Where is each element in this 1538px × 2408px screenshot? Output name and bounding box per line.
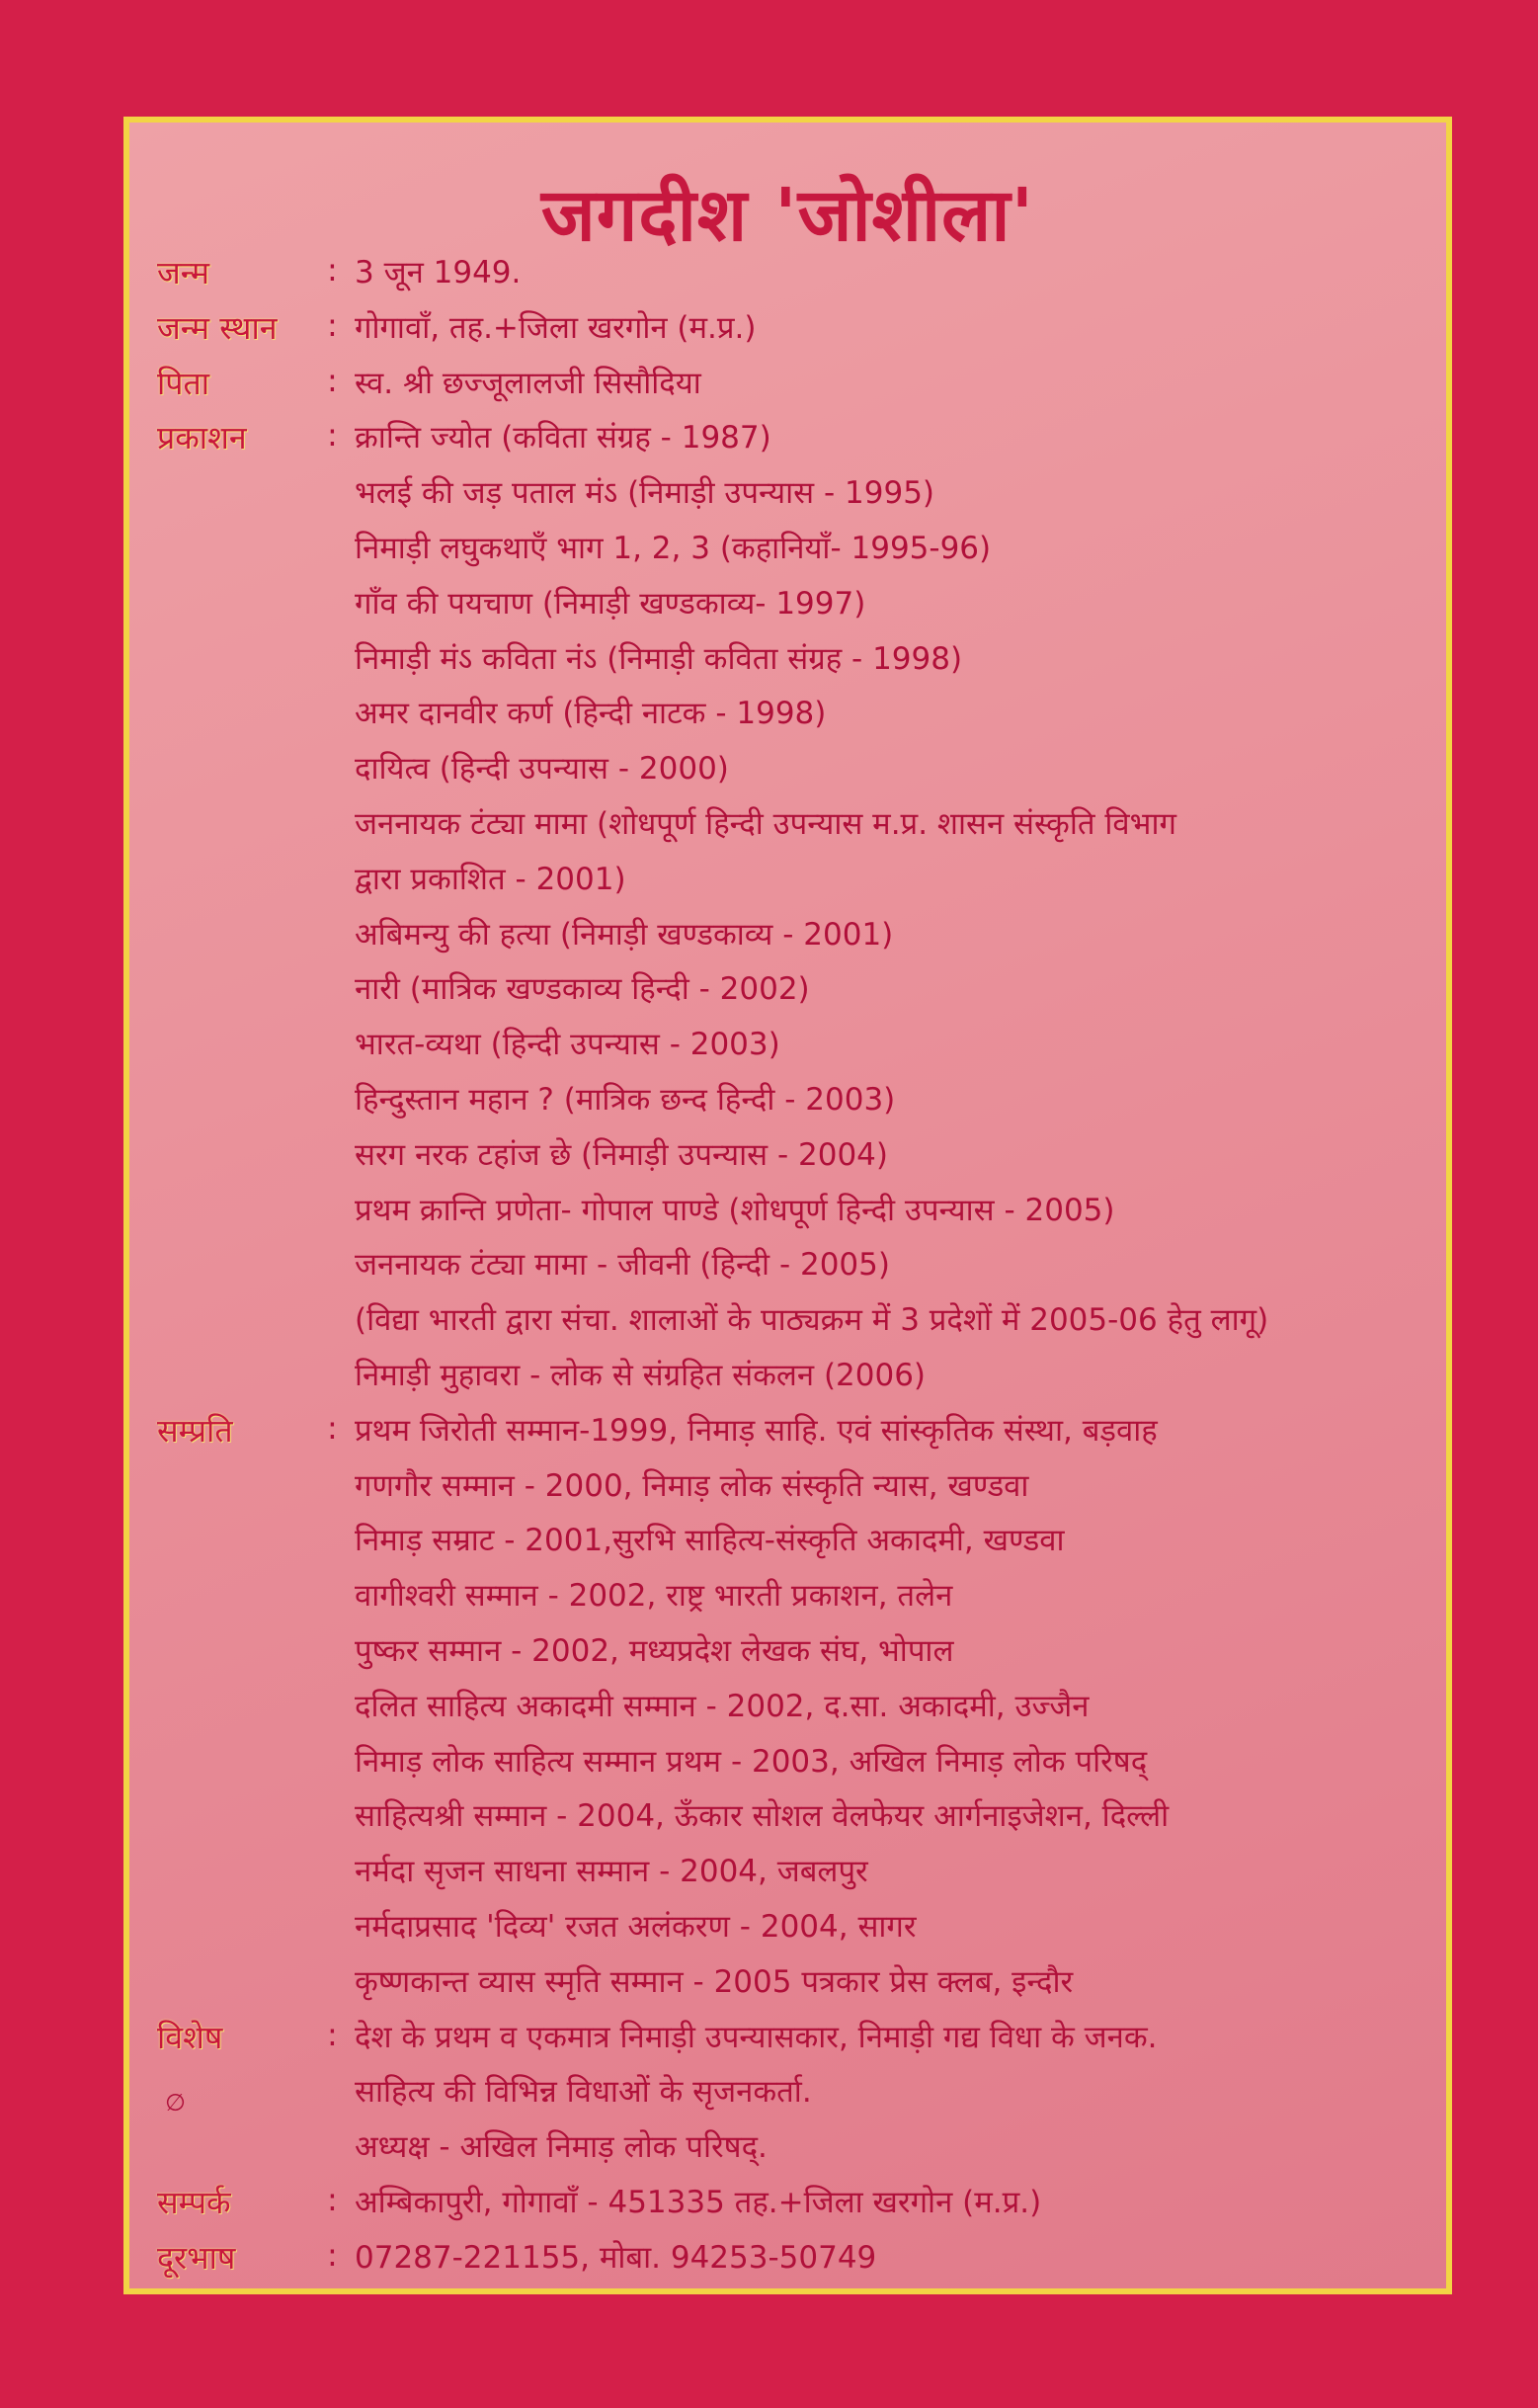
- field-value-line: क्रान्ति ज्योत (कविता संग्रह - 1987): [355, 420, 771, 457]
- field-value-line: साहित्यश्री सम्मान - 2004, ऊँकार सोशल वेलफेयर आर्गनाइजेशन, दिल्ली: [355, 1798, 1170, 1835]
- field-label: पिता: [157, 364, 209, 402]
- field-colon: :: [327, 416, 338, 455]
- field-colon: :: [327, 2015, 338, 2053]
- field-value-line: निमाड़ी मंऽ कविता नंऽ (निमाड़ी कविता संग्रह - 1998): [355, 640, 963, 677]
- field-value-line: 3 जून 1949.: [355, 255, 522, 291]
- biography-panel: [123, 117, 1452, 2294]
- field-value-line: देश के प्रथम व एकमात्र निमाड़ी उपन्यासकार, निमाड़ी गद्य विधा के जनक.: [355, 2019, 1158, 2055]
- field-value-line: निमाड़ी मुहावरा - लोक से संग्रहित संकलन (2006): [355, 1358, 927, 1393]
- field-value-line: अमर दानवीर कर्ण (हिन्दी नाटक - 1998): [355, 696, 827, 732]
- field-colon: :: [327, 2235, 338, 2274]
- field-value-line: साहित्य की विभिन्न विधाओं के सृजनकर्ता.: [355, 2074, 812, 2111]
- field-value-line: सरग नरक टहांज छे (निमाड़ी उपन्यास - 2004): [355, 1136, 888, 1173]
- field-value-line: नारी (मात्रिक खण्डकाव्य हिन्दी - 2002): [355, 971, 810, 1008]
- field-value-line: 07287-221155, मोबा. 94253-50749: [355, 2239, 877, 2276]
- field-label: दूरभाष: [157, 2238, 236, 2277]
- field-value-line: निमाड़ी लघुकथाएँ भाग 1, 2, 3 (कहानियाँ- 1995-96): [355, 531, 992, 566]
- field-value-line: अम्बिकापुरी, गोगावाँ - 451335 तह.+जिला खरगोन (म.प्र.): [355, 2185, 1042, 2220]
- field-value-line: निमाड़ लोक साहित्य सम्मान प्रथम - 2003, अखिल निमाड़ लोक परिषद्: [355, 1743, 1148, 1780]
- field-value-line: स्व. श्री छज्जूलालजी सिसौदिया: [355, 365, 701, 401]
- field-value-line: हिन्दुस्तान महान ? (मात्रिक छन्द हिन्दी - 2003): [355, 1082, 896, 1118]
- field-value-line: प्रथम क्रान्ति प्रणेता- गोपाल पाण्डे (शोधपूर्ण हिन्दी उपन्यास - 2005): [355, 1192, 1115, 1228]
- page-title: जगदीश 'जोशीला': [540, 173, 1035, 258]
- field-colon: :: [327, 1408, 338, 1447]
- field-label: जन्म स्थान: [157, 308, 278, 347]
- field-label: सम्पर्क: [157, 2184, 231, 2221]
- field-label: प्रकाशन: [157, 419, 247, 457]
- field-value-line: (विद्या भारती द्वारा संचा. शालाओं के पाठ्यक्रम में 3 प्रदेशों में 2005-06 हेतु लागू): [355, 1302, 1269, 1339]
- field-label: जन्म: [157, 254, 210, 291]
- field-value-line: गणगौर सम्मान - 2000, निमाड़ लोक संस्कृति न्यास, खण्डवा: [355, 1467, 1029, 1504]
- field-value-line: निमाड़ सम्राट - 2001,सुरभि साहित्य-संस्कृति अकादमी, खण्डवा: [355, 1523, 1065, 1559]
- field-value-line: नर्मदा सृजन साधना सम्मान - 2004, जबलपुर: [355, 1854, 868, 1890]
- field-value-line: वागीश्वरी सम्मान - 2002, राष्ट्र भारती प्रकाशन, तलेन: [355, 1578, 953, 1615]
- field-label: सम्प्रति: [157, 1411, 233, 1450]
- field-value-line: अध्यक्ष - अखिल निमाड़ लोक परिषद्.: [355, 2129, 768, 2166]
- field-value-line: जननायक टंट्या मामा - जीवनी (हिन्दी - 2005): [355, 1247, 890, 1284]
- field-value-line: कृष्णकान्त व्यास स्मृति सम्मान - 2005 पत्रकार प्रेस क्लब, इन्दौर: [355, 1963, 1074, 2000]
- field-value-line: पुष्कर सम्मान - 2002, मध्यप्रदेश लेखक संघ, भोपाल: [355, 1633, 954, 1669]
- field-value-line: नर्मदाप्रसाद 'दिव्य' रजत अलंकरण - 2004, सागर: [355, 1909, 917, 1945]
- field-colon: :: [327, 2181, 338, 2218]
- stray-mark: ∅: [165, 2089, 186, 2117]
- field-colon: :: [327, 361, 338, 399]
- field-colon: :: [327, 251, 338, 289]
- field-value-line: भारत-व्यथा (हिन्दी उपन्यास - 2003): [355, 1027, 780, 1063]
- field-value-line: गोगावाँ, तह.+जिला खरगोन (म.प्र.): [355, 309, 757, 346]
- field-value-line: गाँव की पयचाण (निमाड़ी खण्डकाव्य- 1997): [355, 585, 866, 622]
- field-label: विशेष: [157, 2018, 223, 2056]
- field-value-line: जननायक टंट्या मामा (शोधपूर्ण हिन्दी उपन्यास म.प्र. शासन संस्कृति विभाग: [355, 806, 1176, 842]
- field-value-line: दलित साहित्य अकादमी सम्मान - 2002, द.सा. अकादमी, उज्जैन: [355, 1688, 1090, 1724]
- field-value-line: प्रथम जिरोती सम्मान-1999, निमाड़ साहि. एवं सांस्कृतिक संस्था, बड़वाह: [355, 1412, 1158, 1449]
- field-colon: :: [327, 305, 338, 344]
- field-value-line: दायित्व (हिन्दी उपन्यास - 2000): [355, 751, 729, 788]
- field-value-line: भलई की जड़ पताल मंऽ (निमाड़ी उपन्यास - 1995): [355, 475, 935, 512]
- field-value-line: द्वारा प्रकाशित - 2001): [355, 861, 626, 897]
- field-value-line: अबिमन्यु की हत्या (निमाड़ी खण्डकाव्य - 2001): [355, 916, 894, 953]
- biography-entries: [129, 123, 1446, 2288]
